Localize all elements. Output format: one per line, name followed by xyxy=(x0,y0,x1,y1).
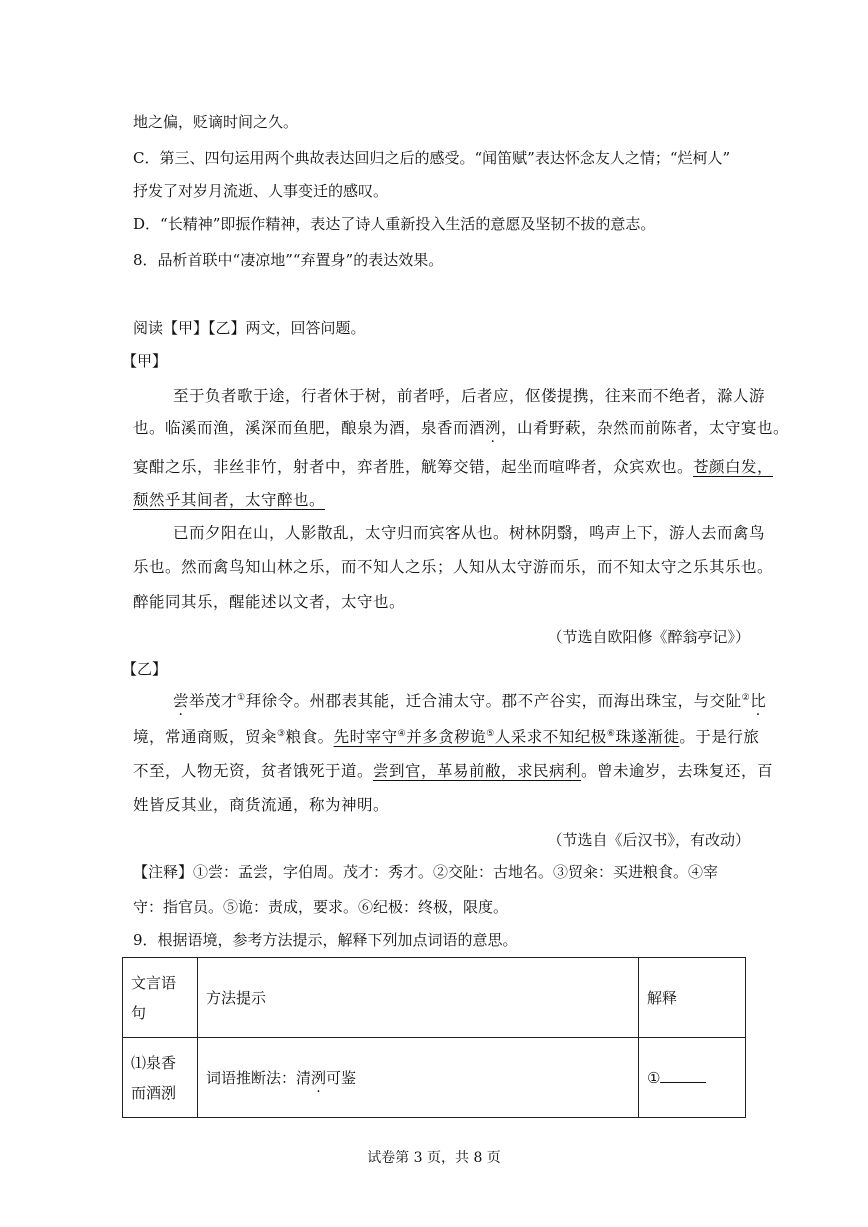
dotted-char: 洌 xyxy=(485,419,502,437)
yi-text: 拜徐令。州郡表其能，迁合浦太守。郡不产谷实，而海出珠宝，与交阯 xyxy=(245,692,742,710)
yi-line2 xyxy=(133,725,759,747)
method-text: 可鉴 xyxy=(326,1069,357,1087)
question-9: 9．根据语境，参考方法提示，解释下列加点词语的意思。 xyxy=(133,931,518,949)
jia-p1-line1: 至于负者歌于途，行者休于树，前者呼，后者应，伛偻提携，往来而不绝者，滁人游 xyxy=(173,387,766,405)
page-footer: 试卷第 3 页，共 8 页 xyxy=(367,1150,501,1166)
passage-jia-label: 【甲】 xyxy=(122,352,168,370)
yi-text: 并多贪秽诡 xyxy=(406,728,487,746)
jia-p2-line3: 醉能同其乐，醒能述以文者，太守也。 xyxy=(133,593,406,611)
note-marker: ② xyxy=(741,692,751,703)
answer-blank[interactable] xyxy=(660,1070,706,1083)
yi-source: （节选自《后汉书》，有改动） xyxy=(547,831,750,849)
jia-p1-line4 xyxy=(133,488,325,510)
dotted-char: 尝 xyxy=(173,692,190,710)
table-row xyxy=(123,1038,746,1118)
underlined-sentence: 苍颜白发， xyxy=(693,458,774,476)
reading-intro: 阅读【甲】【乙】两文，回答问题。 xyxy=(133,319,366,337)
question-9-table xyxy=(122,957,746,1118)
yi-text: 。于是行旅 xyxy=(679,728,760,746)
sentence-text: ⑴泉香 xyxy=(131,1053,177,1072)
dotted-char: 比 xyxy=(750,692,767,710)
passage-yi-label: 【乙】 xyxy=(122,660,168,678)
jia-source: （节选自欧阳修《醉翁亭记》） xyxy=(547,628,750,646)
notes-line2: 守：指官员。⑤诡：责成，要求。⑥纪极：终极，限度。 xyxy=(133,898,509,916)
option-b-continuation: 地之偏，贬谪时间之久。 xyxy=(133,113,299,131)
dotted-char: 洌 . xyxy=(161,1084,176,1102)
note-marker: ① xyxy=(237,692,246,703)
note-marker: ⑥ xyxy=(606,728,616,739)
method-text: 词语推断法：清 xyxy=(206,1069,312,1087)
jia-text: 也。临溪而渔，溪深而鱼肥，酿泉为酒，泉香而酒 xyxy=(133,419,486,437)
answer-number: ① xyxy=(647,1068,661,1087)
note-marker: ④ xyxy=(397,728,407,739)
notes-line1: 【注释】①尝：孟尝，字伯周。茂才：秀才。②交阯：古地名。③贸籴：买进粮食。④宰 xyxy=(133,863,719,881)
yi-text: 珠遂渐徙 xyxy=(615,728,680,746)
cell-sentence xyxy=(123,1038,198,1118)
note-marker: ⑤ xyxy=(486,728,495,739)
option-d: D．“长精神”即振作精神，表达了诗人重新投入生活的意愿及坚韧不拔的意志。 xyxy=(133,215,656,233)
option-c-continuation: 抒发了对岁月流逝、人事变迁的感叹。 xyxy=(133,182,389,200)
header-method: 方法提示 xyxy=(198,958,639,1038)
yi-text: 境，常通商贩，贸籴 xyxy=(133,728,278,746)
table-header-row xyxy=(123,958,746,1038)
yi-line3 xyxy=(133,759,773,781)
header-sentence: 文言语句 xyxy=(123,958,198,1038)
sentence-text: 而酒 xyxy=(131,1083,162,1102)
yi-text: 粮食。 xyxy=(285,728,334,746)
dotted-char: 洌 xyxy=(311,1069,327,1087)
yi-line4: 姓皆反其业，商货流通，称为神明。 xyxy=(133,796,390,814)
underlined-sentence xyxy=(334,728,680,746)
yi-text: 不至，人物无资，贫者饿死于道。 xyxy=(133,762,374,780)
underlined-sentence: 尝到官，革易前敝，求民病利 xyxy=(373,762,582,780)
underlined-sentence: 颓然乎其间者，太守醉也。 xyxy=(133,491,326,509)
jia-text: ，山肴野蔌，杂然而前陈者，太守宴也。 xyxy=(501,419,790,437)
cell-method xyxy=(198,1038,639,1118)
note-marker: ③ xyxy=(277,728,286,739)
jia-p1-line2 xyxy=(133,416,789,438)
header-answer: 解释 xyxy=(639,958,746,1038)
option-c: C．第三、四句运用两个典故表达回归之后的感受。“闻笛赋”表达怀念友人之情；“烂柯人” xyxy=(133,149,731,167)
question-8: 8．品析首联中“凄凉地”“弃置身”的表达效果。 xyxy=(133,251,444,269)
cell-answer[interactable] xyxy=(639,1038,746,1118)
yi-line1 xyxy=(173,689,766,711)
yi-text: 人采求不知纪极 xyxy=(494,728,607,746)
yi-text: 举茂才 xyxy=(189,692,238,710)
jia-text: 宴酣之乐，非丝非竹，射者中，弈者胜，觥筹交错，起坐而喧哗者，众宾欢也。 xyxy=(133,458,694,476)
jia-p2-line2: 乐也。然而禽鸟知山林之乐，而不知人之乐；人知从太守游而乐，而不知太守之乐其乐也。 xyxy=(133,558,774,576)
jia-p2-line1: 已而夕阳在山，人影散乱，太守归而宾客从也。树林阴翳，鸣声上下，游人去而禽鸟 xyxy=(173,524,766,542)
yi-text: 。曾未逾岁，去珠复还，百 xyxy=(581,762,774,780)
jia-p1-line3 xyxy=(133,455,773,477)
yi-text: 先时宰守 xyxy=(333,728,398,746)
